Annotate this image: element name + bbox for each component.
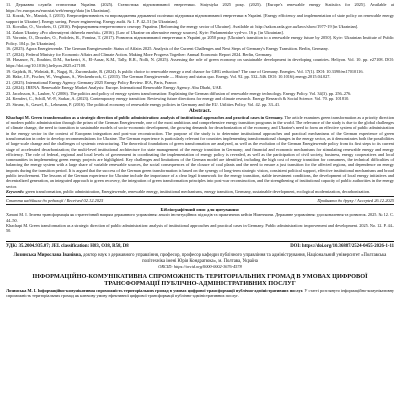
author-orcid[interactable]: ORCID: https://orcid.org/0000-0002-3676-4578 — [158, 264, 242, 270]
reference-item: 24. Kemfert, C., Schill, W.-P., Sarkar, A. (2023). Contemporary energy transition: Reviewing future directions for energy and climate research. Energy Research & Social Science. Vol. 70. pp. 101810. — [6, 96, 350, 102]
citation-heading: Бібліографічний опис для цитування: — [160, 206, 240, 212]
author-affiliation: доктор наук з державного управління, професор, професор кафедри публічного управління та адміністрування, Національний університет «Полтавська політехніка імені Юрія Кондратюка», м. Полтава, Україна — [81, 253, 387, 264]
reference-item: 16. (2025). Agora Energiewende. The German Energiewende: Status of Affairs 2025. Analysis of the Current Challenges and Next Steps of Germany's Energy Transition. Berlin, Germany. — [6, 46, 329, 52]
dates-bar — [6, 196, 394, 205]
abstract-heading: Abstract. — [188, 108, 212, 115]
reference-item: 23. Jacobsson, S., Lauber, V. (2006). The politics and policy of energy system transformation: Explaining the German diffusion of renewable energy technology. Energy Policy. Vol. 34(3). pp. 256–276. — [6, 90, 352, 96]
author-name: Лозинська Мирослава Іванівна, — [13, 253, 82, 259]
annotation — [6, 288, 394, 298]
udc-jel: УДК: 35.2004.935.07; JEL classification: H83, O38, R58, D8 — [6, 244, 129, 250]
reference-item: 12. Kozak, Ye., Maniok, I. (2015). Енергоефективність та впровадження державної політики підтримки відновлюваної енергетики в Україні. [Energy efficiency and implementation of state policy on renewable energy support in Ukraine]. Energy saving. Power engineering. Energy audit. № 1. P. 42–51 [in Ukrainian]. — [6, 13, 394, 24]
abstract-lead: Khachapi M. Green transformation as a strategic direction of public administration: analysis of institutional approaches and practical cases in Germany. — [6, 114, 284, 120]
keywords-text: green transformation, public administration, Energiewende, renewable energy, institutional mechanisms, energy transition, Germany, sustainable development, ecological modernization, decarbonization. — [25, 188, 371, 194]
citation-uk: Хачапі М. І. Зелена трансформація як стратегічний напрям державного управління: аналіз інституційних підходів та практичних кейсів Німеччини. Державне управління: удосконалення та розвиток. 2025. № 12. С. 44–50. — [6, 212, 394, 223]
annotation-body: У статті розглянуто інформаційно-комунікативну спроможність територіальних громад як ключову умову ефективної цифрової трансформації публічно-адміністративних послуг. — [6, 287, 394, 299]
reference-item: 20. Hake, J.F., Fischer, W., Venghaus, S., Weckenbrock, C. (2015). The German Energiewende — History and status quo. Energy. Vol. 92. pp. 532–546. DOI: 10.1016/j.energy.2015.04.027. — [6, 74, 331, 80]
reference-item: 17. (2024). Federal Ministry for Economic Affairs and Climate Action. Making More Progress Together: Annual Economic Report 2024. Berlin, Germany. — [6, 51, 273, 57]
annotation-lead: Лозинська М. І. Інформаційно-комунікативна спроможність територіальних громад в умовах цифрової трансформації публічно-адміністративних послуг. — [6, 287, 304, 293]
udc-doi-bar — [6, 241, 394, 251]
article-title: ІНФОРМАЦІЙНО-КОМУНІКАТИВНА СПРОМОЖНІСТЬ ТЕРИТОРІАЛЬНИХ ГРОМАД В УМОВАХ ЦИФРОВОЇ ТРАНСФОРМАЦІЇ ПУБЛІЧНО-АДМІНІСТРАТИВНИХ ПОСЛУГ — [32, 272, 368, 287]
accepted-date: Прийнята до друку / Accepted 26.12.2025 — [317, 197, 394, 203]
reference-item: 22. (2024). IRENA. Renewable Energy Market Analysis: Europe. International Renewable Energy Agency. Abu Dhabi, UAE. — [6, 85, 223, 91]
references-list — [6, 2, 394, 107]
reference-item: 15. Voronin, O., Drozdov, O., Podolets, R., Fomina, T. (2017). Розвиток відновлюваної енергетики в Україні до 2050 року. [Ukraine's transition to a renewable energy future by 2050]. Kyiv: Ukrainian Institute of Public Policy. 104 p. [in Ukrainian]. — [6, 35, 394, 46]
abstract-text — [6, 115, 394, 189]
abstract-body: The article examines green transformation as a priority direction of modern public administration through the prism of the German Energiewende, one of the most ambitious and comprehensive energy transition programs in the world. The relevance of the study is due to the global challenges of climate change, the need to transition to sustainable models of socio-economic development, the growing demands for decarbonization of the economy, and Ukraine's need to form an effective system of public administration in the energy sector in the context of European integration and post-war reconstruction. The purpose of the study is to determine institutional approaches and practical mechanisms of the German experience of green transformation in order to develop recommendations for Ukraine. The German experience is particularly relevant for countries implementing transformational changes in the energy sector, as it demonstrates both the possibilities of large-scale change and the challenges of systemic restructuring. The theoretical foundations of green transformation are analyzed, as well as the evolution of the German Energiewende policy from its first steps to its current stage of accelerated decarbonization; the multi-level institutional architecture for state management of the energy transition in Germany; and financial and economic mechanisms for stimulating renewable energy and energy efficiency. The role of federal, regional and local levels of government in coordinating the implementation of energy policy is revealed, as well as the participation of civil society, business, energy cooperatives and local communities in implementing green energy projects are highlighted. Key challenges and limitations of the German model are identified, including the high cost of energy transition for consumers, the technical difficulties of balancing the energy system with a large share of variable renewable sources, the social consequences of the closure of coal plants and the need to ensure a just transition for the affected regions, and dependence on energy imports during the transition period. It is argued that the success of the German green transformation is based on the synergy of long-term strategic vision, consistent political support, effective institutional mechanisms and broad public involvement. The lessons of the German experience for Ukraine include the importance of a clear legal framework for the energy transition, stable investment conditions, the development of local energy initiatives and decentralized generation, an integrated approach to green recovery, the integration of green transformation principles into post-war reconstruction, and the strengthening of institutional capacity of public authorities in the energy sector. — [6, 114, 395, 189]
citation-en: Khachapi M. Green transformation as a strategic direction of public administration: analysis of institutional approaches and practical cases in Germany. Public administration: improvement and development. 2025. No. 12. P. 44–50. — [6, 222, 394, 233]
reference-item: 14. Zakon Ukrainy «Pro alternatyvni dzherela enerhii». (2016). [Law of Ukraine on alternative energy sources]. Kyiv: Parlamentske vyd-vo. 16 p. [in Ukrainian]. — [6, 29, 284, 35]
reference-item: 25. Strunz, S., Gawel, E., Lehmann, P. (2016). The political economy of renewable energy policies in Germany and the EU. Utilities Policy. Vol. 42. pp. 33–41. — [6, 101, 281, 107]
doi-link[interactable]: DOI: https://doi.org/10.36887/2524-0455-2026-1-11 — [290, 244, 394, 250]
reference-item: 18. Hasanov, N., Ibrahim, D.M., Sarkeriri, S., El-Aasar, K.M., Tally, R.R., Nolli, N. (2025). Assessing the role of green economy on sustainable development in developing countries. Heliyon. Vol. 10. pp. e27108. DOI: https://doi.org/10.1016/j.heliyon.2025.e27108. — [6, 57, 394, 69]
reference-item: 21. (2025). International Energy Agency. Germany 2025 Energy Policy Review. IEA, Paris, France. — [6, 79, 178, 85]
reference-item: 19. Gajdzik, B., Wolniak, R., Nagaj, R., Żuromskaite, B. (2024). Is public choice to renewable energy a real chance for GHG reduction? The case of Germany. Energies. Vol. 17(1). DOI: 10.3390/en17010116. — [6, 68, 364, 74]
keywords-label: Keywords: — [6, 188, 25, 194]
keywords — [6, 189, 394, 194]
reference-item: 13. Kovalko, O., Vorobets, O. (2016). Реформування енергетичного сектору України. [Reforming the energy sector of Ukraine]. Available at: http://zakon.rada.gov.ua/laws/show/1977-19 [in Ukrainian]. — [6, 24, 359, 30]
received-date: Стаття надійшла до редакції / Received 02.12.2025 — [6, 197, 104, 203]
author-info — [6, 253, 394, 264]
reference-item: 11. Державна служба статистики України. (2025). Статистика відновлюваної енергетики. Statystyka 2025 року. (2025). [Europe's renewable energy Statistics for 2025]. Available at https://ec.europa.eu/eurostat/web/energy/data [in Ukrainian]. — [6, 2, 394, 13]
